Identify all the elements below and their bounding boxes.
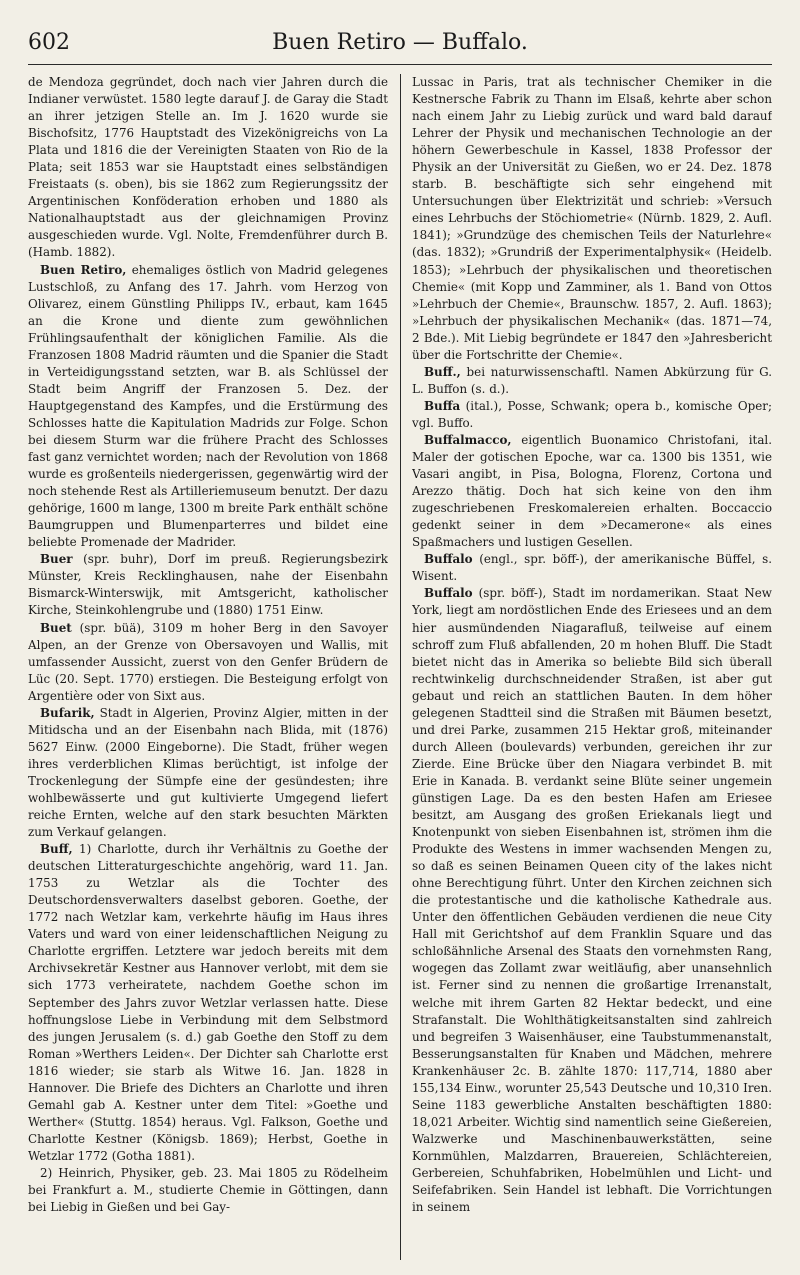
page-header: [28, 24, 772, 65]
dictionary-entry: [28, 841, 388, 1165]
entry-text: bei naturwissenschaftl. Namen Abkürzung für G. L. Buffon (s. d.).: [412, 364, 772, 396]
text-columns: [28, 74, 772, 1260]
entry-headword: Buet: [40, 620, 72, 635]
entry-headword: Buff,: [40, 842, 73, 857]
dictionary-entry: [28, 551, 388, 619]
entry-headword: Buffalo: [424, 586, 473, 601]
left-column: [28, 74, 388, 1260]
right-column: [412, 74, 772, 1260]
dictionary-entry: [28, 620, 388, 705]
entry-text: (spr. buhr), Dorf im preuß. Regierungsbezirk Münster, Kreis Recklinghausen, nahe der Eisenbahn Bismarck-Winterswijk, mit Amtsgericht, katholischer Kirche, Steinkohlengrube und (1880) 1751 Einw.: [28, 552, 388, 618]
entry-text: (spr. böff-), Stadt im nordamerikan. Staat New York, liegt am nordöstlichen Ende des Eriesees und an dem hier ausmündenden Niagarafluß, teilweise auf einem schroff zum Fluß abfallenden, 20 m hohen Bluff. Die Stadt bietet nicht das in Amerika so beliebte Bild sich überall rechtwinkelig durchschneidender Straßen, ist aber gut gebaut und reich an stattlichen Bauten. In dem höher gelegenen Stadtteil sind die Straßen mit Bäumen besetzt, und drei Parke, zusammen 215 Hektar groß, miteinander durch Alleen (boulevards) verbunden, gereichen ihr zur Zierde. Eine Brücke über den Niagara verbindet B. mit Erie in Kanada. B. verdankt seine Blüte seiner ungemein günstigen Lage. Da es den besten Hafen am Eriesee besitzt, am Ausgang des großen Eriekanals liegt und Knotenpunkt von sieben Eisenbahnen ist, strömen ihm die Produkte des Westens in immer wachsenden Mengen zu, so daß es seinen Beinamen Queen city of the lakes nicht ohne Berechtigung führt. Unter den Kirchen zeichnen sich die protestantische und die katholische Kathedrale aus. Unter den öffentlichen Gebäuden verdienen die neue City Hall mit Gerichtshof auf dem Franklin Square und das schloßähnliche Arsenal des Staats den vornehmsten Rang, wogegen das Zollamt zwar weitläufig, aber unansehnlich ist. Ferner sind zu nennen die großartige Irrenanstalt, welche mit ihrem Garten 82 Hektar bedeckt, und eine Strafanstalt. Die Wohlthätigkeitsanstalten sind zahlreich und begreifen 3 Waisenhäuser, eine Taubstummenanstalt, Besserungsanstalten für Knaben und Mädchen, mehrere Krankenhäuser 2c. B. zählte 1870: 117,714, 1880 aber 155,134 Einw., worunter 25,543 Deutsche und 10,310 Iren. Seine 1183 gewerbliche Anstalten beschäftigten 1880: 18,021 Arbeiter. Wichtig sind namentlich seine Gießereien, Walzwerke und Maschinenbauwerkstätten, seine Kornmühlen, Malzdarren, Brauereien, Schlächtereien, Gerbereien, Schuhfabriken, Hobelmühlen und Licht- und Seifefabriken. Sein Handel ist lebhaft. Die Vorrichtungen in seinem: [412, 586, 772, 1215]
entry-headword: Bufarik,: [40, 705, 95, 720]
entry-headword: Buer: [40, 552, 73, 567]
dictionary-entry: [412, 432, 772, 551]
dictionary-entry: [412, 398, 772, 432]
entry-headword: Buff.,: [424, 364, 461, 379]
dictionary-entry: [28, 705, 388, 841]
entry-text: 1) Charlotte, durch ihr Verhältnis zu Goethe der deutschen Litteraturgeschichte angehörig, ward 11. Jan. 1753 zu Wetzlar als die Tochter des Deutschordensverwalters daselbst geboren. Goethe, der 1772 nach Wetzlar kam, verkehrte häufig im Haus ihres Vaters und ward von einer leidenschaftlichen Neigung zu Charlotte ergriffen. Letztere war jedoch bereits mit dem Archivsekretär Kestner aus Hannover verlobt, mit dem sie sich 1773 verheiratete, nachdem Goethe schon im September des Jahrs zuvor Wetzlar verlassen hatte. Diese hoffnungslose Liebe in Verbindung mit dem Selbstmord des jungen Jerusalem (s. d.) gab Goethe den Stoff zu dem Roman »Werthers Leiden«. Der Dichter sah Charlotte erst 1816 wieder; sie starb als Witwe 16. Jan. 1828 in Hannover. Die Briefe des Dichters an Charlotte und ihren Gemahl gab A. Kestner unter dem Titel: »Goethe und Werther« (Stuttg. 1854) heraus. Vgl. Falkson, Goethe und Charlotte Kestner (Königsb. 1869); Herbst, Goethe in Wetzlar 1772 (Gotha 1881).: [28, 842, 388, 1163]
entry-headword: Buffa: [424, 398, 461, 413]
entry-headword: Buen Retiro,: [40, 262, 127, 277]
entry-text: Stadt in Algerien, Provinz Algier, mitten in der Mitidscha und an der Eisenbahn nach Blida, mit (1876) 5627 Einw. (2000 Eingeborne). Die Stadt, früher wegen ihres verderblichen Klimas berüchtigt, ist infolge der Trockenlegung der Sümpfe eine der gesündesten; ihre wohlbewässerte und gut kultivierte Umgegend liefert reiche Ernten, welche auf den stark besuchten Märkten zum Verkauf gelangen.: [28, 705, 388, 840]
entry-text: (ital.), Posse, Schwank; opera b., komische Oper; vgl. Buffo.: [412, 398, 772, 430]
entry-headword: Buffalmacco,: [424, 432, 512, 447]
dictionary-entry: [28, 262, 388, 552]
column-divider: [400, 74, 401, 1260]
entry-text: eigentlich Buonamico Christofani, ital. Maler der gotischen Epoche, war ca. 1300 bis 1351, wie Vasari angibt, in Pisa, Bologna, Florenz, Cortona und Arezzo thätig. Doch hat sich keine von den ihm zugeschriebenen Freskomalereien erhalten. Boccaccio gedenkt seiner in dem »Decamerone« als eines Spaßmachers und lustigen Gesellen.: [412, 432, 772, 550]
entry-text: de Mendoza gegründet, doch nach vier Jahren durch die Indianer verwüstet. 1580 legte darauf J. de Garay die Stadt an ihrer jetzigen Stelle an. Im J. 1620 wurde sie Bischofsitz, 1776 Hauptstadt des Vizekönigreichs von La Plata und 1816 die der Vereinigten Staaten von Rio de la Plata; seit 1853 war sie Hauptstadt eines selbständigen Freistaats (s. oben), bis sie 1862 zum Regierungssitz der Argentinischen Konföderation erhoben und 1880 als Nationalhauptstadt aus der gleichnamigen Provinz ausgeschieden wurde. Vgl. Nolte, Fremdenführer durch B. (Hamb. 1882).: [28, 75, 388, 260]
entry-text: 2) Heinrich, Physiker, geb. 23. Mai 1805 zu Rödelheim bei Frankfurt a. M., studierte Chemie in Göttingen, dann bei Liebig in Gießen und bei Gay-: [28, 1166, 388, 1215]
dictionary-entry: [412, 74, 772, 364]
entry-text: (engl., spr. böff-), der amerikanische Büffel, s. Wisent.: [412, 552, 772, 584]
running-title: Buen Retiro — Buffalo.: [272, 30, 528, 55]
entry-text: (spr. büä), 3109 m hoher Berg in den Savoyer Alpen, an der Grenze von Obersavoyen und Wallis, mit umfassender Aussicht, zuerst von den Genfer Brüdern de Lüc (20. Sept. 1770) erstiegen. Die Besteigung erfolgt von Argentière oder von Sixt aus.: [28, 620, 388, 703]
dictionary-entry: [28, 1165, 388, 1216]
page-number: 602: [28, 30, 70, 55]
entry-text: ehemaliges östlich von Madrid gelegenes Lustschloß, zu Anfang des 17. Jahrh. vom Herzog von Olivarez, einem Günstling Philipps IV., erbaut, kam 1645 an die Krone und diente zum gewöhnlichen Frühlingsaufenthalt der königlichen Familie. Als die Franzosen 1808 Madrid räumten und die Spanier die Stadt in Verteidigungsstand setzten, war B. als Schlüssel der Stadt beim Angriff der Franzosen 5. Dez. der Hauptgegenstand des Kampfes, und die Erstürmung des Schlosses hatte die Kapitulation Madrids zur Folge. Schon bei diesem Sturm war die frühere Pracht des Schlosses fast ganz vernichtet worden; nach der Revolution von 1868 wurde es großenteils niedergerissen, gegenwärtig wird der noch stehende Rest als Artilleriemuseum benutzt. Der dazu gehörige, 1600 m lange, 1300 m breite Park enthält schöne Baumgruppen und Blumenparterres und bildet eine beliebte Promenade der Madrider.: [28, 262, 388, 550]
dictionary-entry: [412, 364, 772, 398]
entry-headword: Buffalo: [424, 552, 473, 567]
dictionary-entry: [412, 551, 772, 585]
dictionary-entry: [412, 585, 772, 1216]
dictionary-entry: [28, 74, 388, 262]
entry-text: Lussac in Paris, trat als technischer Chemiker in die Kestnersche Fabrik zu Thann im Elsaß, kehrte aber schon nach einem Jahr zu Liebig zurück und ward bald darauf Lehrer der Physik und mechanischen Technologie an der höhern Gewerbeschule in Kassel, 1838 Professor der Physik an der Universität zu Gießen, wo er 24. Dez. 1878 starb. B. beschäftigte sich sehr eingehend mit Untersuchungen über Elektrizität und schrieb: »Versuch eines Lehrbuchs der Stöchiometrie« (Nürnb. 1829, 2. Aufl. 1841); »Grundzüge des chemischen Teils der Naturlehre« (das. 1832); »Grundriß der Experimentalphysik« (Heidelb. 1853); »Lehrbuch der physikalischen und theoretischen Chemie« (mit Kopp und Zamminer, als 1. Band von Ottos »Lehrbuch der Chemie«, Braunschw. 1857, 2. Aufl. 1863); »Lehrbuch der physikalischen Mechanik« (das. 1871—74, 2 Bde.). Mit Liebig begründete er 1847 den »Jahresbericht über die Fortschritte der Chemie«.: [412, 75, 772, 362]
